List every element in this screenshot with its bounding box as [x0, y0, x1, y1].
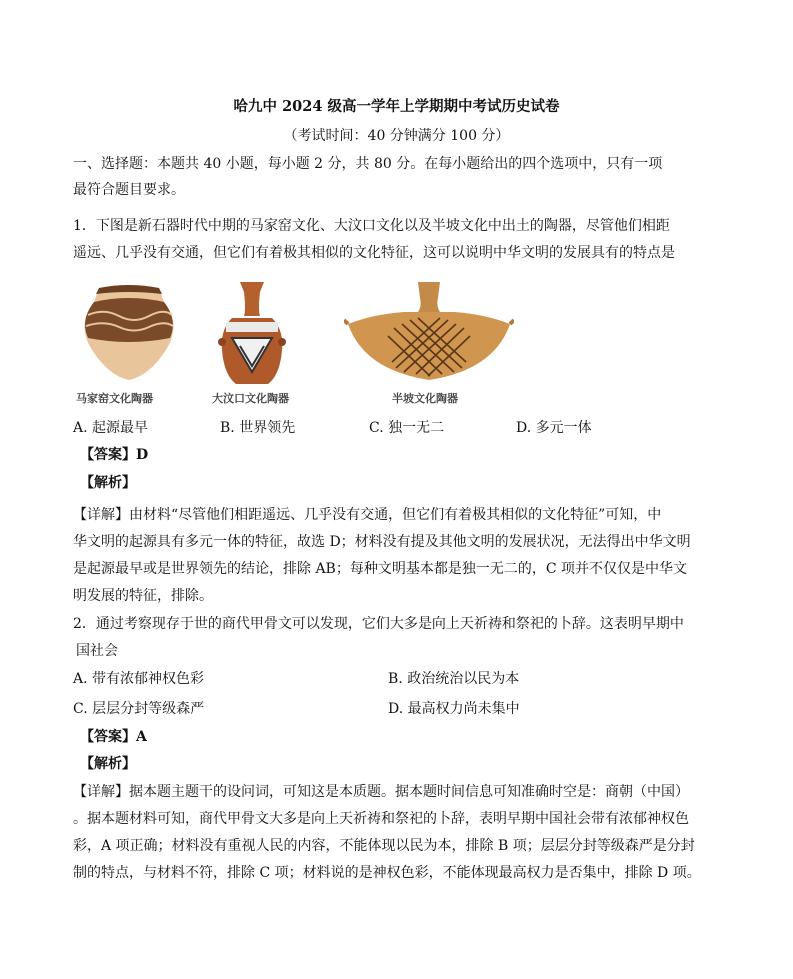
majiayao-caption: 马家窑文化陶器: [76, 392, 153, 405]
exam-title: 哈九中 2024 级高一学年上学期期中考试历史试卷: [233, 98, 560, 115]
q2-detail-line3: 彩，A 项正确；材料没有重视人民的内容，不能体现以民为本，排除 B 项；层层分封等级森严是分封: [73, 838, 695, 854]
q1-stem-line2: 遥远、几乎没有交通，但它们有着极其相似的文化特征，这可以说明中华文明的发展具有的特点是: [73, 245, 675, 261]
q1-detail-line2: 华文明的起源具有多元一体的特征，故选 D；材料没有提及其他文明的发展状况，无法得出中华文明: [73, 534, 691, 550]
q1-option-c: C. 独一无二: [369, 420, 445, 436]
q2-option-d: D. 最高权力尚未集中: [388, 701, 520, 717]
q2-detail-line1: 【详解】据本题主题干的设问词，可知这是本质题。据本题时间信息可知准确时空是：商朝（中国）: [73, 784, 689, 800]
q1-analysis-label: 【解析】: [80, 475, 136, 491]
q1-detail-line4: 明发展的特征，排除。: [73, 588, 213, 604]
q2-stem-line2: 国社会: [76, 643, 118, 659]
q1-answer: 【答案】D: [80, 447, 149, 463]
section-heading-line1: 一、选择题：本题共 40 小题，每小题 2 分，共 80 分。在每小题给出的四个选项中，只有一项: [73, 156, 663, 172]
exam-subtitle: （考试时间：40 分钟满分 100 分）: [283, 128, 510, 144]
banpo-caption: 半坡文化陶器: [392, 392, 458, 405]
q1-option-d: D. 多元一体: [516, 420, 592, 436]
q1-detail-line3: 是起源最早或是世界领先的结论，排除 AB；每种文明基本都是独一无二的，C 项并不仅仅是中华文: [73, 561, 688, 577]
q2-option-a: A. 带有浓郁神权色彩: [73, 671, 205, 687]
q2-analysis-label: 【解析】: [80, 756, 136, 772]
q1-stem-line1: 1．下图是新石器时代中期的马家窑文化、大汶口文化以及半坡文化中出土的陶器，尽管他们相距: [73, 218, 670, 234]
q2-option-c: C. 层层分封等级森严: [73, 701, 205, 717]
q2-detail-line2: 。据本题材料可知，商代甲骨文大多是向上天祈祷和祭祀的卜辞，表明早期中国社会带有浓郁神权色: [73, 811, 689, 827]
q2-stem-line1: 2．通过考察现存于世的商代甲骨文可以发现，它们大多是向上天祈祷和祭祀的卜辞。这表明早期中: [73, 616, 684, 632]
q2-answer: 【答案】A: [80, 729, 147, 745]
q1-detail-line1: 【详解】由材料“尽管他们相距遥远、几乎没有交通，但它们有着极其相似的文化特征”可知，中: [73, 507, 662, 523]
q2-detail-line4: 制的特点，与材料不符，排除 C 项；材料说的是神权色彩，不能体现最高权力是否集中，排除 D 项。: [73, 865, 701, 881]
section-heading-line2: 最符合题目要求。: [73, 182, 185, 198]
banpo-pottery-image: [344, 280, 514, 390]
q2-option-b: B. 政治统治以民为本: [388, 671, 520, 687]
dawenkou-pottery-image: [212, 280, 292, 390]
dawenkou-caption: 大汶口文化陶器: [212, 392, 289, 405]
majiayao-pottery-image: [74, 280, 184, 390]
q1-option-a: A. 起源最早: [73, 420, 149, 436]
q1-option-b: B. 世界领先: [220, 420, 296, 436]
